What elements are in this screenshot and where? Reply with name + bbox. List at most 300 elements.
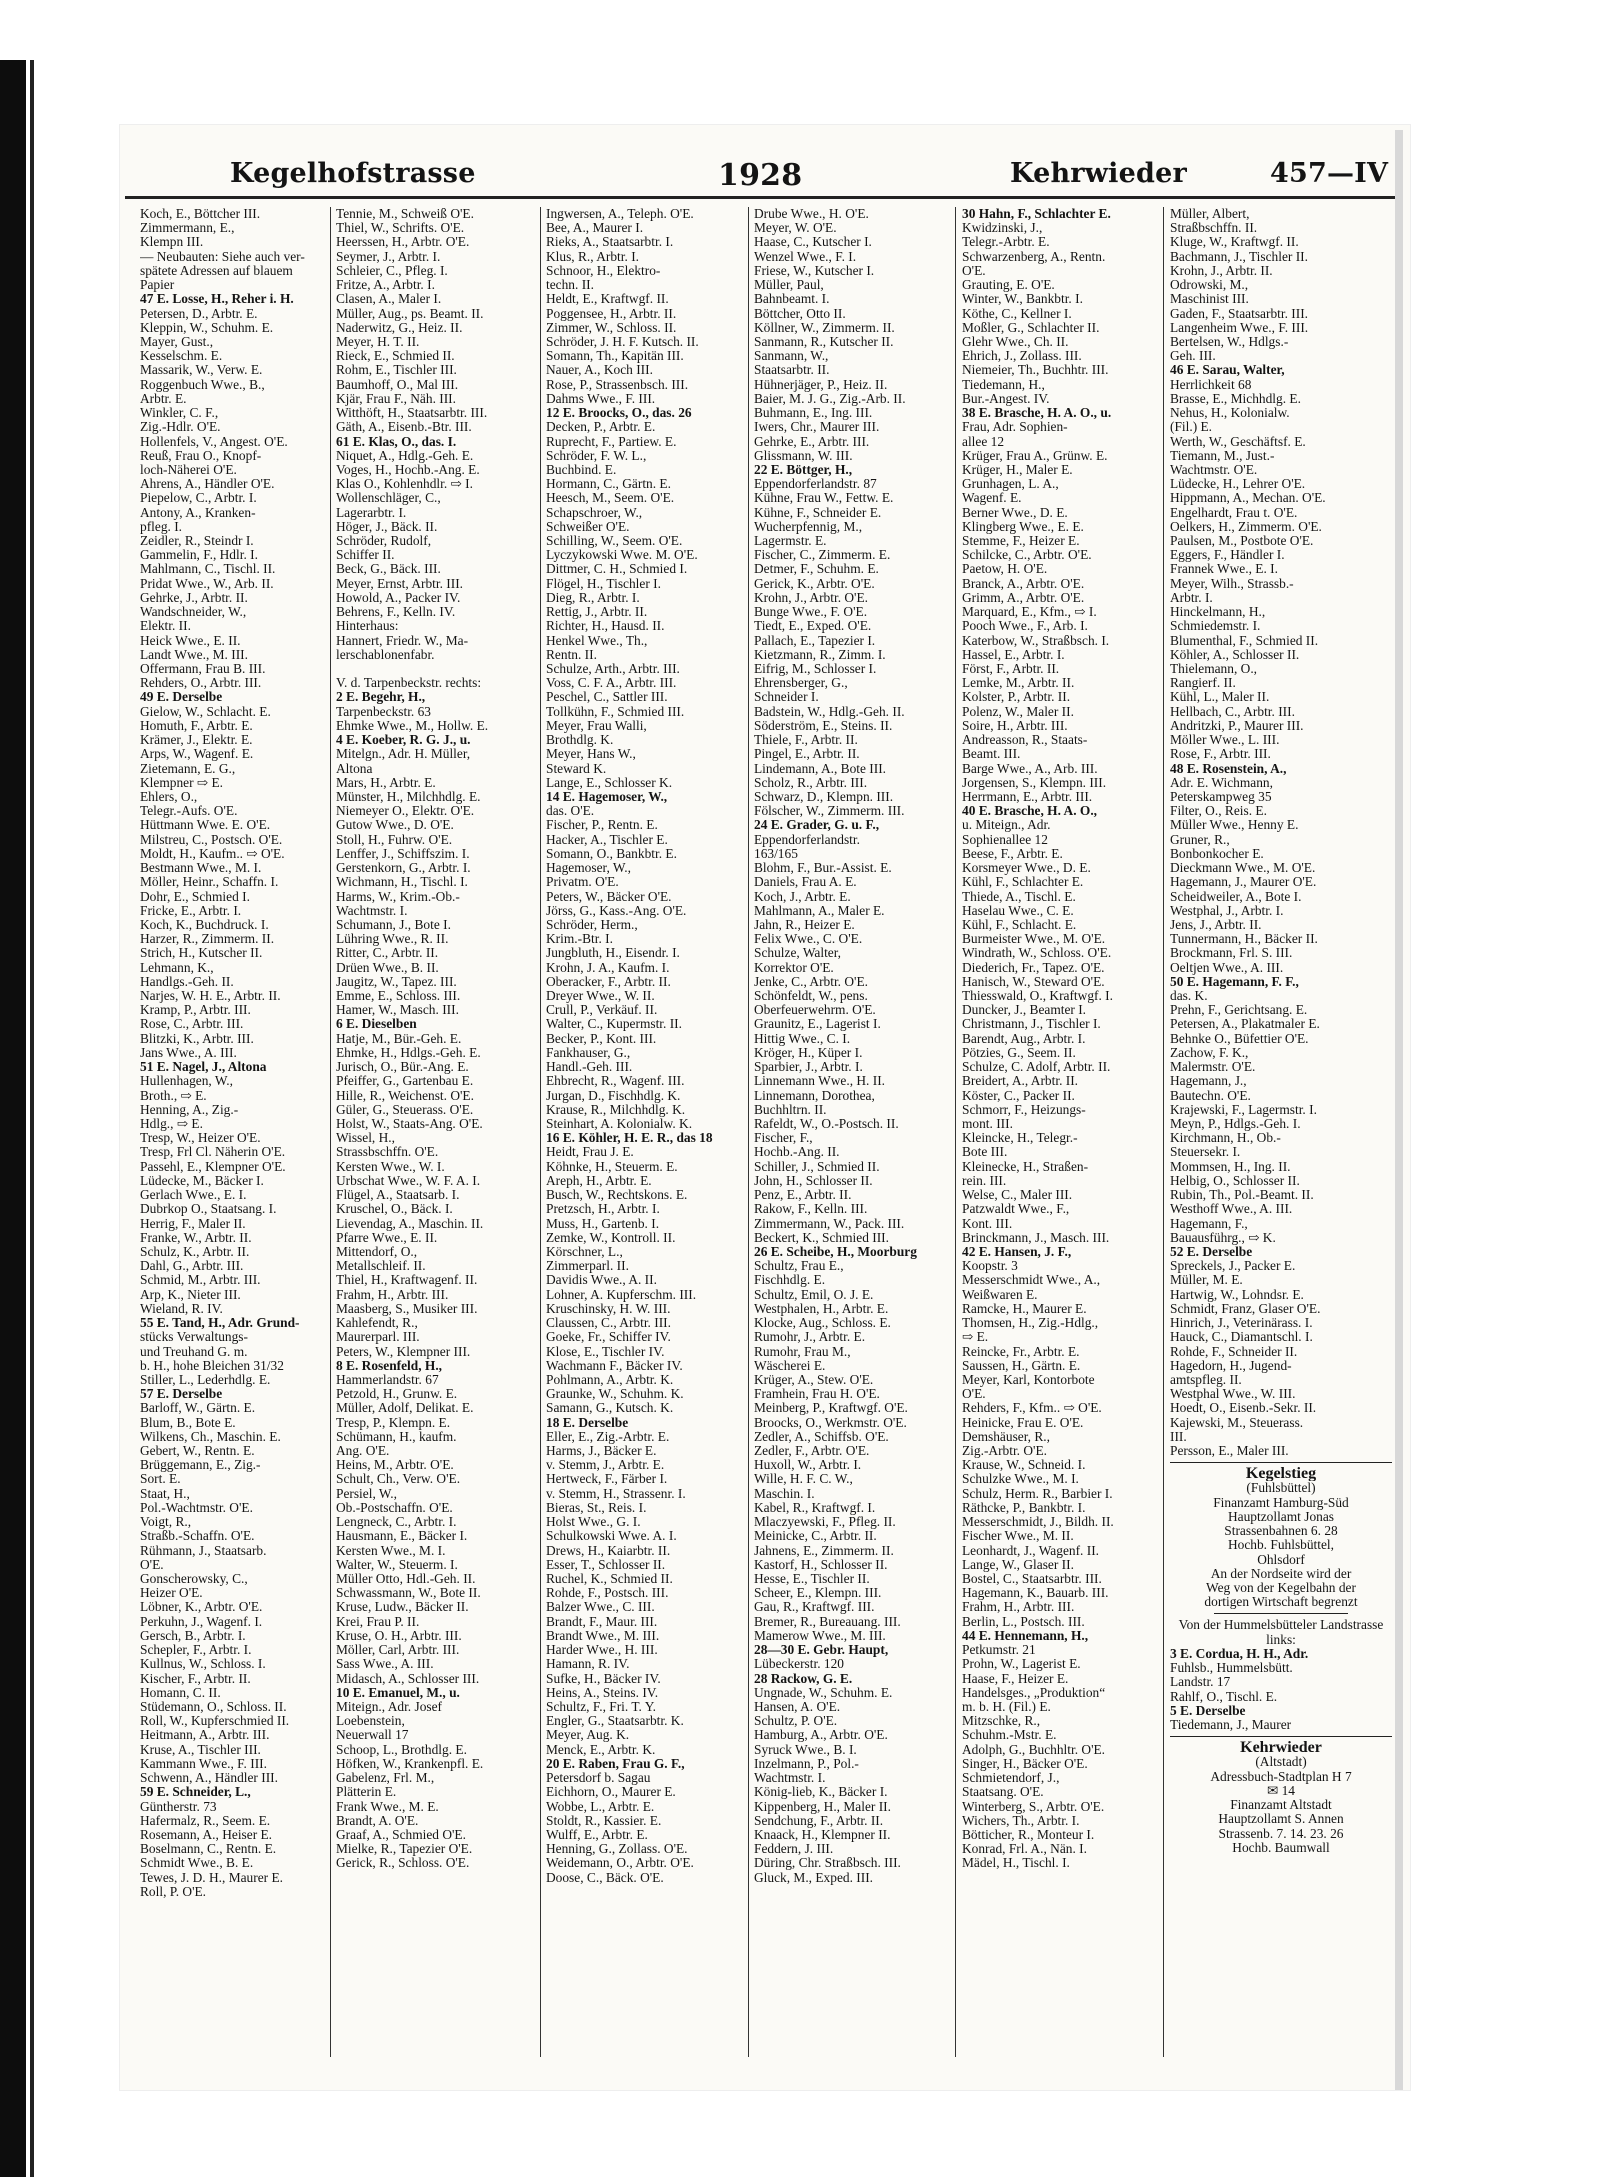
directory-entry-line: 59 E. Schneider, L., xyxy=(140,1785,251,1800)
directory-entry-line: Reuß, Frau O., Knopf- xyxy=(140,448,262,463)
directory-entry-line: Rehders, O., Arbtr. III. xyxy=(140,676,262,691)
directory-entry-line: Windrath, W., Schloss. O'E. xyxy=(962,946,1112,961)
directory-entry-line: Koch, E., Böttcher III. xyxy=(140,207,261,221)
directory-entry-line: Eppendorferlandstr. xyxy=(754,832,860,847)
directory-entry-line: Hagemann, F., xyxy=(1170,1216,1248,1231)
directory-entry-line: Buchhltrn. II. xyxy=(754,1102,827,1117)
directory-entry-line: 14 E. Hagemoser, W., xyxy=(546,789,668,804)
directory-entry-line: Köhnke, H., Steuerm. E. xyxy=(546,1159,678,1174)
directory-entry-line: Pallach, E., Tapezier I. xyxy=(754,633,876,648)
directory-entry-line: Mahlmann, A., Maler E. xyxy=(754,903,885,918)
directory-entry-line: Schulzke Wwe., M. I. xyxy=(962,1472,1079,1487)
directory-entry-line: Pfeiffer, G., Gartenbau E. xyxy=(336,1074,474,1089)
directory-entry-line: Petersen, A., Plakatmaler E. xyxy=(1170,1017,1320,1032)
directory-entry-line: Henning, G., Zollass. O'E. xyxy=(546,1842,688,1857)
directory-entry-line: Handl.-Geh. III. xyxy=(546,1060,633,1075)
directory-entry-line: Strassbschffn. O'E. xyxy=(336,1145,439,1160)
directory-entry-line: Hochb.-Ang. II. xyxy=(754,1145,840,1160)
directory-entry-line: Pridat Wwe., W., Arb. II. xyxy=(140,576,274,591)
directory-entry-line: Kont. III. xyxy=(962,1216,1013,1231)
directory-entry-line: Ruprecht, F., Partiew. E. xyxy=(546,434,677,449)
directory-entry-line: Rohm, E., Tischler III. xyxy=(336,363,457,378)
directory-entry-line: Thielemann, O., xyxy=(1170,662,1258,676)
directory-entry-line: Schönfeldt, W., pens. xyxy=(754,989,868,1004)
directory-entry-line: Westphal, J., Arbtr. I. xyxy=(1170,903,1284,918)
directory-entry-line: Bahnbeamt. I. xyxy=(754,292,830,307)
directory-entry-line: Christmann, J., Tischler I. xyxy=(962,1017,1101,1032)
directory-entry-line: Wobbe, L., Arbtr. E. xyxy=(546,1799,655,1814)
directory-entry-line: Klempner ⇨ E. xyxy=(140,775,223,790)
section-divider xyxy=(1170,1462,1392,1463)
directory-entry-line: Dahl, G., Arbtr. III. xyxy=(140,1259,244,1274)
directory-entry-line: Bötticher, R., Monteur I. xyxy=(962,1827,1095,1842)
directory-entry-line: 57 E. Derselbe xyxy=(140,1387,223,1402)
directory-entry-line: Decken, P., Arbtr. E. xyxy=(546,420,656,435)
directory-entry-line: Pingel, E., Arbtr. II. xyxy=(754,747,860,762)
directory-entry-line: Landt Wwe., M. III. xyxy=(140,647,248,662)
directory-entry-line: Tresp, W., Heizer O'E. xyxy=(140,1131,261,1146)
directory-entry-line: Drews, H., Kaiarbtr. II. xyxy=(546,1543,671,1558)
directory-entry-line: Stemme, F., Heizer E. xyxy=(962,534,1080,549)
directory-entry-line: Heerssen, H., Arbtr. O'E. xyxy=(336,235,470,250)
directory-entry-line: Mielke, R., Tapezier O'E. xyxy=(336,1842,473,1857)
directory-entry-line: loch-Näherei O'E. xyxy=(140,462,237,477)
directory-entry-line: Schepler, F., Arbtr. I. xyxy=(140,1643,252,1658)
kegelstieg-entries xyxy=(1170,1647,1392,1732)
directory-entry-line: Blum, B., Bote E. xyxy=(140,1415,236,1430)
directory-entry-line: Pol.-Wachtmstr. O'E. xyxy=(140,1500,253,1515)
directory-entry-line: Sanmann, R., Kutscher II. xyxy=(754,334,894,349)
directory-entry-line: Hagemann, J., Maurer O'E. xyxy=(1170,875,1317,890)
directory-entry-line: Schulze, Walter, xyxy=(754,946,842,961)
directory-entry-line: mont. III. xyxy=(962,1117,1013,1131)
directory-entry-line: Ehbrecht, R., Wagenf. III. xyxy=(546,1074,685,1089)
directory-entry-line: Gäth, A., Eisenb.-Btr. III. xyxy=(336,420,472,435)
directory-entry-line: Rohde, F., Postsch. III. xyxy=(546,1586,669,1601)
directory-entry-line: Detmer, F., Schuhm. E. xyxy=(754,562,879,577)
directory-entry-line: Dieckmann Wwe., M. O'E. xyxy=(1170,861,1316,876)
directory-entry-line: Telegr.-Arbtr. E. xyxy=(962,235,1050,250)
directory-entry-line: Winter, W., Bankbtr. I. xyxy=(962,292,1083,307)
directory-entry-line: Naderwitz, G., Heiz. II. xyxy=(336,320,463,335)
directory-entry-line: 47 E. Losse, H., Reher i. H. xyxy=(140,292,294,307)
directory-entry-line: Behrens, F., Kelln. IV. xyxy=(336,605,456,620)
directory-entry-line: Bremer, R., Bureauang. III. xyxy=(754,1614,901,1629)
directory-entry-line: Landstr. 17 xyxy=(1170,1675,1231,1690)
directory-entry-line: Crull, P., Verkäuf. II. xyxy=(546,1003,658,1018)
directory-column-5 xyxy=(962,207,1162,2062)
directory-entry-line: Müller Wwe., Henny E. xyxy=(1170,818,1299,833)
directory-entry-line: Henkel Wwe., Th., xyxy=(546,633,648,648)
directory-entry-line: Polenz, W., Maler II. xyxy=(962,704,1074,719)
directory-entry-line: Urbschat Wwe., W. F. A. I. xyxy=(336,1173,481,1188)
directory-entry-line: Ob.-Postschaffn. O'E. xyxy=(336,1500,453,1515)
directory-entry-line: das. K. xyxy=(1170,989,1208,1004)
directory-entry-line: Höfken, W., Krankenpfl. E. xyxy=(336,1756,484,1771)
directory-entry-line: m. b. H. (Fil.) E. xyxy=(962,1699,1051,1714)
directory-entry-line: Kruse, A., Tischler III. xyxy=(140,1742,261,1757)
directory-entry-line: Wäscherei E. xyxy=(754,1358,826,1373)
directory-entry-line: Pretzsch, H., Arbtr. I. xyxy=(546,1202,660,1217)
directory-entry-line: Hille, R., Weichenst. O'E. xyxy=(336,1088,474,1103)
directory-entry-line: Drüen Wwe., B. II. xyxy=(336,960,439,975)
directory-entry-line: Hellbach, C., Arbtr. III. xyxy=(1170,704,1295,719)
directory-entry-line: Kluge, W., Kraftwgf. II. xyxy=(1170,235,1299,250)
directory-entry-line: Gielow, W., Schlacht. E. xyxy=(140,704,271,719)
directory-entry-line: Brandt, F., Maur. III. xyxy=(546,1614,658,1629)
directory-entry-line: Herrmann, E., Arbtr. III. xyxy=(962,789,1093,804)
directory-entry-line: Wandschneider, W., xyxy=(140,605,247,620)
directory-entry-line: Hdlg., ⇨ E. xyxy=(140,1117,203,1131)
directory-entry-line: Malermstr. O'E. xyxy=(1170,1060,1256,1075)
directory-entry-line: Thiede, A., Tischl. E. xyxy=(962,889,1076,904)
directory-entry-line: Schmidt, Franz, Glaser O'E. xyxy=(1170,1301,1321,1316)
directory-entry-line: Kruschel, O., Bäck. I. xyxy=(336,1202,453,1217)
header-street-start: Kegelhofstrasse xyxy=(230,158,476,189)
directory-entry-line: Welse, C., Maler III. xyxy=(962,1188,1073,1203)
directory-entry-line: Ohlsdorf xyxy=(1257,1552,1305,1567)
directory-entry-line: Oberfeuerwehrm. O'E. xyxy=(754,1003,876,1018)
directory-entry-line: Feddern, J. III. xyxy=(754,1842,834,1857)
directory-entry-line: Bautechn. O'E. xyxy=(1170,1088,1251,1103)
directory-entry-line: Schult, Ch., Verw. O'E. xyxy=(336,1472,461,1487)
directory-entry-line: Gerstenkorn, G., Arbtr. I. xyxy=(336,861,471,876)
directory-entry-line: Mayer, Gust., xyxy=(140,334,214,349)
directory-entry-line: Blohm, F., Bur.-Assist. E. xyxy=(754,861,892,876)
directory-entry-line: 42 E. Hansen, J. F., xyxy=(962,1244,1072,1259)
directory-entry-line: Gehrke, E., Arbtr. III. xyxy=(754,434,870,449)
directory-entry-line: Sophienallee 12 xyxy=(962,832,1048,847)
directory-entry-line: Krüger, A., Stew. O'E. xyxy=(754,1372,874,1387)
directory-entry-line: 8 E. Rosenfeld, H., xyxy=(336,1358,443,1373)
directory-entry-line: Hatje, M., Bür.-Geh. E. xyxy=(336,1031,462,1046)
directory-entry-line: Müller, Albert, xyxy=(1170,207,1250,221)
directory-entry-line: Rumohr, Frau M., xyxy=(754,1344,851,1359)
directory-entry-line: Rose, F., Arbtr. III. xyxy=(1170,747,1271,762)
directory-entry-line: Meinberg, P., Kraftwgf. O'E. xyxy=(754,1401,908,1416)
directory-entry-line: Jörss, G., Kass.-Ang. O'E. xyxy=(546,903,687,918)
directory-entry-line: Schröder, J. H. F. Kutsch. II. xyxy=(546,334,699,349)
directory-entry-line: Jungbluth, H., Eisendr. I. xyxy=(546,946,680,961)
directory-entry-line: Massarik, W., Verw. E. xyxy=(140,363,263,378)
directory-entry-line: Beckert, K., Schmied III. xyxy=(754,1230,889,1245)
directory-entry-line: Altona xyxy=(336,761,373,776)
directory-entry-line: Kwidzinski, J., xyxy=(962,221,1043,236)
directory-entry-line: Hinckelmann, H., xyxy=(1170,605,1266,620)
directory-entry-line: Tarpenbeckstr. 63 xyxy=(336,704,431,719)
directory-entry-line: 38 E. Brasche, H. A. O., u. xyxy=(962,406,1112,421)
directory-entry-line: Niemeier, Th., Buchhtr. III. xyxy=(962,363,1109,378)
directory-entry-line: 3 E. Cordua, H. H., Adr. xyxy=(1170,1646,1309,1661)
directory-entry-line: Glissmann, W. III. xyxy=(754,448,853,463)
directory-entry-line: Persiel, W., xyxy=(336,1486,398,1501)
directory-entry-line: Boselmann, C., Rentn. E. xyxy=(140,1842,277,1857)
directory-entry-line: Winkler, C. F., xyxy=(140,406,219,421)
directory-entry-line: Jorgensen, S., Klempn. III. xyxy=(962,775,1107,790)
directory-entry-line: Tiedt, E., Exped. O'E. xyxy=(754,619,872,634)
directory-entry-line: Meyer, Aug. K. xyxy=(546,1728,630,1743)
directory-entry-line: Piepelow, C., Arbtr. I. xyxy=(140,491,257,506)
directory-entry-line: Maschinist III. xyxy=(1170,292,1249,307)
directory-entry-line: Beck, G., Bäck. III. xyxy=(336,562,441,577)
directory-entry-line: Langenheim Wwe., F. III. xyxy=(1170,320,1309,335)
directory-entry-line: Schröder, F. W. L., xyxy=(546,448,647,463)
directory-entry-line: Bachmann, J., Tischler II. xyxy=(1170,249,1308,264)
directory-entry-line: Saussen, H., Gärtn. E. xyxy=(962,1358,1081,1373)
directory-entry-line: Areph, H., Arbtr. E. xyxy=(546,1173,652,1188)
directory-entry-line: ✉ 14 xyxy=(1267,1783,1295,1798)
directory-entry-line: Söderström, E., Steins. II. xyxy=(754,718,893,733)
directory-entry-line: Rangierf. II. xyxy=(1170,676,1236,691)
directory-entry-line: Ehlers, O., xyxy=(140,789,198,804)
directory-entry-line: Lehmann, K., xyxy=(140,960,214,975)
directory-entry-line: Steuersekr. I. xyxy=(1170,1145,1241,1160)
directory-entry-line: Somann, Th., Kapitän III. xyxy=(546,349,684,364)
directory-entry-line: Hamburg, A., Arbtr. O'E. xyxy=(754,1728,888,1743)
directory-entry-line: Ruchel, K., Schmied II. xyxy=(546,1572,673,1586)
directory-entry-line: Brasse, E., Michhdlg. E. xyxy=(1170,391,1301,406)
directory-entry-line: Buhmann, E., Ing. III. xyxy=(754,406,873,421)
directory-entry-line: Scholz, R., Arbtr. III. xyxy=(754,775,868,790)
directory-entry-line: Paetow, H. O'E. xyxy=(962,562,1048,577)
directory-entry-line: Witthöft, H., Staatsarbtr. III. xyxy=(336,406,488,421)
directory-entry-line: u. Miteign., Adr. xyxy=(962,818,1051,833)
directory-entry-line: Sufke, H., Bäcker IV. xyxy=(546,1671,661,1686)
directory-entry-line: Meyer, Frau Walli, xyxy=(546,718,647,733)
directory-entry-line: Zemke, W., Kontroll. II. xyxy=(546,1230,676,1245)
directory-entry-line: Bunge Wwe., F. O'E. xyxy=(754,605,868,620)
directory-entry-line: 48 E. Rosenstein, A., xyxy=(1170,761,1287,776)
directory-column-6 xyxy=(1170,207,1392,2062)
directory-entry-line: 30 Hahn, F., Schlachter E. xyxy=(962,207,1111,221)
directory-entry-line: Buchbind. E. xyxy=(546,462,617,477)
directory-entry-line: Lengneck, C., Arbtr. I. xyxy=(336,1515,457,1530)
directory-entry-line: Lyczykowski Wwe. M. O'E. xyxy=(546,548,698,563)
directory-entry-line: Wachtmstr. I. xyxy=(754,1771,826,1786)
directory-entry-line: Hühnerjäger, P., Heiz. II. xyxy=(754,377,888,392)
directory-entry-line: und Treuhand G. m. xyxy=(140,1344,248,1359)
directory-entry-line: Frank Wwe., M. E. xyxy=(336,1799,439,1814)
directory-entry-line: Duncker, J., Beamter I. xyxy=(962,1003,1087,1018)
directory-entry-line: techn. II. xyxy=(546,278,594,293)
directory-entry-line: Breidert, A., Arbtr. II. xyxy=(962,1074,1079,1089)
directory-entry-line: Fritze, A., Arbtr. I. xyxy=(336,278,435,293)
directory-entry-line: pfleg. I. xyxy=(140,519,183,534)
directory-entry-line: Engler, G., Staatsarbtr. K. xyxy=(546,1714,684,1729)
directory-entry-line: Fischer, F., xyxy=(754,1131,813,1146)
directory-entry-line: Petersen, D., Arbtr. E. xyxy=(140,306,258,321)
directory-entry-line: Weidemann, O., Arbtr. O'E. xyxy=(546,1856,694,1871)
directory-entry-line: Hagemann, K., Bauarb. III. xyxy=(962,1586,1109,1601)
directory-entry-line: Meyer, Wilh., Strassb.- xyxy=(1170,576,1294,591)
directory-entry-line: Münster, H., Milchhdlg. E. xyxy=(336,789,481,804)
directory-entry-line: Neuerwall 17 xyxy=(336,1728,409,1743)
directory-entry-line: Broocks, O., Werkmstr. O'E. xyxy=(754,1415,907,1430)
directory-entry-line: Heizer O'E. xyxy=(140,1586,203,1601)
directory-entry-line: Becker, P., Kont. III. xyxy=(546,1031,657,1046)
directory-entry-line: Kühl, L., Maler II. xyxy=(1170,690,1270,705)
directory-entry-line: Eppendorferlandstr. 87 xyxy=(754,477,877,492)
directory-entry-line: Thiel, H., Kraftwagenf. II. xyxy=(336,1273,478,1288)
directory-entry-line: Kersten Wwe., W. I. xyxy=(336,1159,445,1174)
directory-entry-line: Weißwaren E. xyxy=(962,1287,1038,1302)
directory-entry-line: v. Stemm, J., Arbtr. E. xyxy=(546,1458,665,1473)
directory-entry-line: Zietemann, E. G., xyxy=(140,761,236,776)
directory-entry-line: Kramp, P., Arbtr. III. xyxy=(140,1003,251,1018)
directory-entry-line: Bostel, C., Staatsarbtr. III. xyxy=(962,1572,1102,1586)
directory-entry-line: Sanmann, W., xyxy=(754,349,829,364)
directory-entry-line: Müller, Aug., ps. Beamt. II. xyxy=(336,306,484,321)
directory-entry-line: Hauptzollamt Jonas xyxy=(1228,1509,1334,1524)
directory-entry-line: Straßb.-Schaffn. O'E. xyxy=(140,1529,255,1544)
directory-entry-line: Frahm, H., Arbtr. III. xyxy=(336,1287,449,1302)
directory-entry-line: Hertweck, F., Färber I. xyxy=(546,1472,668,1487)
directory-entry-line: Hannert, Friedr. W., Ma- xyxy=(336,633,469,648)
directory-entry-line: Roll, W., Kupferschmied II. xyxy=(140,1714,290,1729)
directory-entry-line: Arp, K., Nieter III. xyxy=(140,1287,241,1302)
directory-entry-line: Dohr, E., Schmied I. xyxy=(140,889,250,904)
directory-entry-line: 26 E. Scheibe, H., Moorburg xyxy=(754,1244,917,1259)
directory-entry-line: Güler, G., Steuerass. O'E. xyxy=(336,1102,474,1117)
directory-entry-line: Heldt, E., Kraftwgf. II. xyxy=(546,292,669,307)
directory-entry-line: Hittig Wwe., C. I. xyxy=(754,1031,851,1046)
directory-entry-line: Schmietendorf, J., xyxy=(962,1771,1060,1786)
directory-entry-line: Blitzki, K., Arbtr. III. xyxy=(140,1031,254,1046)
directory-entry-line: Iwers, Chr., Maurer III. xyxy=(754,420,880,435)
directory-entry-line: Grimm, A., Arbtr. O'E. xyxy=(962,590,1085,605)
directory-entry-line: Eifrig, M., Schlosser I. xyxy=(754,662,877,676)
directory-entry-line: Gebert, W., Rentn. E. xyxy=(140,1444,255,1459)
directory-entry-line: 6 E. Dieselben xyxy=(336,1017,417,1032)
directory-entry-line: Hartwig, W., Lohndsr. E. xyxy=(1170,1287,1304,1302)
directory-entry-line: Schwenn, A., Händler III. xyxy=(140,1771,278,1786)
directory-entry-line: Mahlmann, C., Tischl. II. xyxy=(140,562,276,577)
directory-entry-line: Lievendag, A., Maschin. II. xyxy=(336,1216,484,1231)
directory-entry-line: Hamann, R. IV. xyxy=(546,1657,630,1672)
directory-entry-line: Schilling, W., Seem. O'E. xyxy=(546,534,683,549)
directory-entry-line: Schwassmann, W., Bote II. xyxy=(336,1586,481,1601)
directory-entry-line: Jans Wwe., A. III. xyxy=(140,1045,237,1060)
directory-entry-line: Behnke O., Büfettier O'E. xyxy=(1170,1031,1309,1046)
directory-entry-line: Inzelmann, P., Pol.- xyxy=(754,1756,859,1771)
scanner-frame-edge xyxy=(0,60,26,2177)
directory-entry-line: Steinhart, A. Kolonialw. K. xyxy=(546,1117,693,1131)
scanner-frame-line xyxy=(30,60,34,2177)
directory-entry-line: Klas O., Kohlenhdlr. ⇨ I. xyxy=(336,477,473,492)
directory-entry-line: Knaack, H., Klempner II. xyxy=(754,1827,891,1842)
directory-entry-line: Meyer, H. T. II. xyxy=(336,334,420,349)
directory-entry-line: Dahms Wwe., F. III. xyxy=(546,391,656,406)
directory-entry-line: Wieland, R. IV. xyxy=(140,1301,223,1316)
directory-entry-line: Schulkowski Wwe. A. I. xyxy=(546,1529,677,1544)
directory-entry-line: Klus, R., Arbtr. I. xyxy=(546,249,639,264)
directory-entry-line: Gabelenz, Frl. M., xyxy=(336,1771,435,1786)
directory-entry-line: Diederich, Fr., Tapez. O'E. xyxy=(962,960,1105,975)
directory-entry-line: Walter, W., Steuerm. I. xyxy=(336,1557,458,1572)
directory-entry-line: Hagemoser, W., xyxy=(546,861,631,876)
directory-entry-line: O'E. xyxy=(140,1557,164,1572)
directory-entry-line: Peters, W., Bäcker O'E. xyxy=(546,889,672,904)
directory-entry-line: Winterberg, S., Arbtr. O'E. xyxy=(962,1799,1105,1814)
directory-entry-line: Kühne, Frau W., Fettw. E. xyxy=(754,491,894,506)
directory-entry-line: Richter, H., Hausd. II. xyxy=(546,619,665,634)
directory-entry-line: Sparbier, J., Arbtr. I. xyxy=(754,1060,863,1075)
directory-entry-line: Steward K. xyxy=(546,761,607,776)
directory-entry-line: Schiffer II. xyxy=(336,548,395,563)
directory-entry-line: Felix Wwe., C. O'E. xyxy=(754,932,863,947)
directory-entry-line: Brandt Wwe., M. III. xyxy=(546,1628,660,1643)
directory-entry-line: (Altstadt) xyxy=(1255,1755,1307,1770)
directory-entry-line: Korsmeyer Wwe., D. E. xyxy=(962,861,1091,876)
directory-entry-line: Loebenstein, xyxy=(336,1714,405,1729)
directory-entry-line: Gerlach Wwe., E. I. xyxy=(140,1188,247,1203)
directory-entry-line: Hinrich, J., Veterinärass. I. xyxy=(1170,1316,1313,1331)
directory-column-2 xyxy=(336,207,538,2062)
directory-entry-line: Somann, O., Bankbtr. E. xyxy=(546,846,677,861)
directory-entry-line: Krohn, J. A., Kaufm. I. xyxy=(546,960,670,975)
directory-entry-line: Lindemann, A., Bote III. xyxy=(754,761,887,776)
directory-entry-line: 5 E. Derselbe xyxy=(1170,1703,1246,1718)
directory-entry-line: Kruse, Ludw., Bäcker II. xyxy=(336,1600,469,1615)
directory-entry-line: Thiel, W., Schrifts. O'E. xyxy=(336,221,465,236)
directory-entry-line: Gammelin, F., Hdlr. I. xyxy=(140,548,258,563)
directory-entry-line: Gutow Wwe., D. O'E. xyxy=(336,818,454,833)
directory-entry-line: Schröder, Herm., xyxy=(546,917,638,932)
directory-entry-line: Branck, A., Arbtr. O'E. xyxy=(962,576,1085,591)
directory-entry-line: Passehl, E., Klempner O'E. xyxy=(140,1159,286,1174)
kegelstieg-note: Von der Hummelsbütteler Landstrasse links: xyxy=(1178,1618,1384,1647)
directory-entry-line: Walter, C., Kupermstr. II. xyxy=(546,1017,682,1032)
directory-entry-line: Linnemann Wwe., H. II. xyxy=(754,1074,886,1089)
directory-entry-line: Oberacker, F., Arbtr. II. xyxy=(546,974,671,989)
directory-entry-line: das. O'E. xyxy=(546,804,595,819)
directory-entry-line: Busch, W., Rechtskons. E. xyxy=(546,1188,688,1203)
directory-entry-line: Nauer, A., Koch III. xyxy=(546,363,653,378)
directory-entry-line: Pfarre Wwe., E. II. xyxy=(336,1230,438,1245)
directory-entry-line: Lange, W., Glaser II. xyxy=(962,1557,1074,1572)
directory-entry-line: Köthe, C., Kellner I. xyxy=(962,306,1072,321)
directory-entry-line: 4 E. Koeber, R. G. J., u. xyxy=(336,733,471,748)
directory-entry-line: Wenzel Wwe., F. I. xyxy=(754,249,857,264)
page-edge-shadow xyxy=(1395,130,1403,2090)
directory-entry-line: Westhoff Wwe., A. III. xyxy=(1170,1202,1293,1217)
directory-entry-line: Muss, H., Gartenb. I. xyxy=(546,1216,660,1231)
directory-entry-line: Ehrich, J., Zollass. III. xyxy=(962,349,1082,364)
directory-entry-line: Davidis Wwe., A. II. xyxy=(546,1273,657,1288)
directory-entry-line: Fricke, E., Arbtr. I. xyxy=(140,903,242,918)
directory-entry-line: Schiller, J., Schmied II. xyxy=(754,1159,880,1174)
directory-entry-line: Metallschleif. II. xyxy=(336,1259,426,1274)
directory-entry-line: Kullnus, W., Schloss. I. xyxy=(140,1657,266,1672)
directory-entry-line: Zimmerparl. II. xyxy=(546,1259,629,1274)
directory-entry-line: Gerick, R., Schloss. O'E. xyxy=(336,1856,470,1871)
directory-entry-line: Schulze, Arth., Arbtr. III. xyxy=(546,662,680,676)
header-year: 1928 xyxy=(718,158,803,193)
directory-entry-line: Rumohr, J., Arbtr. E. xyxy=(754,1330,866,1345)
directory-entry-line: Ehmke Wwe., M., Hollw. E. xyxy=(336,718,489,733)
directory-entry-line: Schoop, L., Brothdlg. E. xyxy=(336,1742,467,1757)
directory-entry-line: Mittendorf, O., xyxy=(336,1244,418,1259)
directory-entry-line: Finanzamt Hamburg-Süd xyxy=(1213,1495,1349,1510)
directory-entry-line: Kjär, Frau F., Näh. III. xyxy=(336,391,456,406)
directory-entry-line: Gruner, R., xyxy=(1170,832,1230,847)
directory-entry-line: Plätterin E. xyxy=(336,1785,397,1800)
directory-entry-line: Oeltjen Wwe., A. III. xyxy=(1170,960,1284,975)
directory-entry-line: Soire, H., Arbtr. III. xyxy=(962,718,1068,733)
directory-entry-line: Gaden, F., Staatsarbtr. III. xyxy=(1170,306,1309,321)
directory-entry-line: Maschin. I. xyxy=(754,1486,815,1501)
directory-entry-line: Rettig, J., Arbtr. II. xyxy=(546,605,648,620)
